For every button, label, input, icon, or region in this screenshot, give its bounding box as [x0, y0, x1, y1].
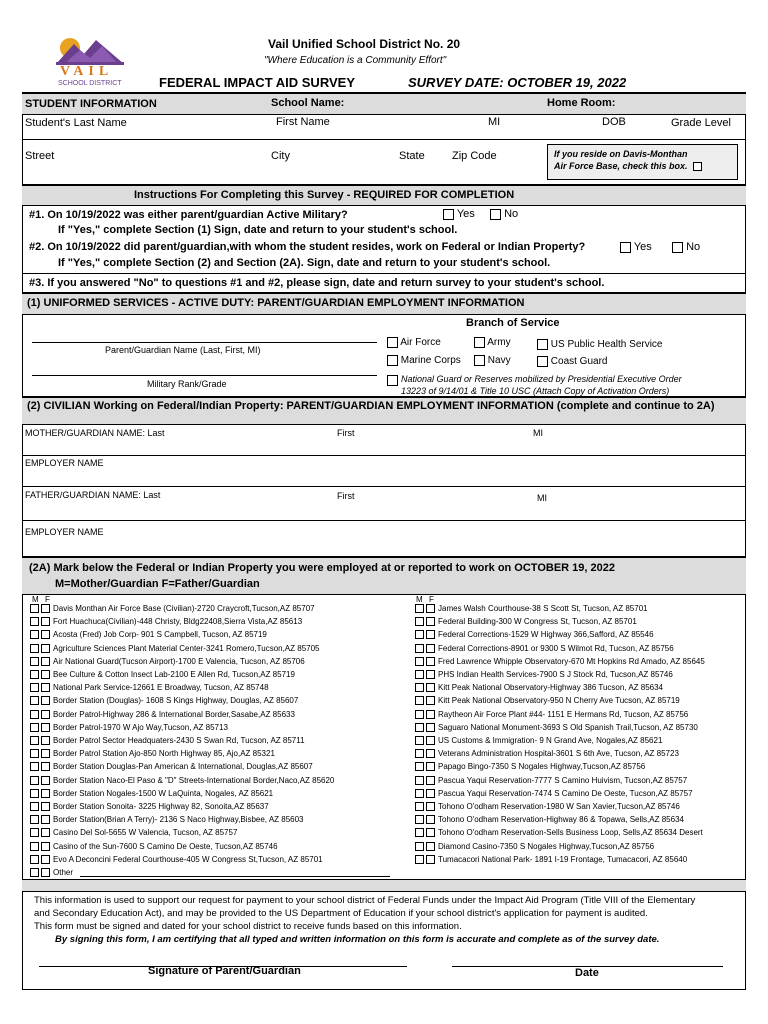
property-row [30, 842, 278, 851]
davis-monthan-line2: Air Force Base, check this box. [554, 161, 688, 171]
first-name-label: First Name [276, 116, 330, 128]
property-label: Evo A Deconcini Federal Courthouse-405 W Congress St,Tucson, AZ 85701 [53, 854, 323, 864]
mother-checkbox[interactable] [415, 683, 424, 692]
q2-no-label: No [686, 241, 701, 253]
property-label: Tohono O'odham Reservation-1980 W San Xavier,Tucson,AZ 85746 [438, 802, 680, 811]
army-option [474, 337, 511, 348]
property-row [415, 696, 680, 705]
q1-yes-label: Yes [456, 208, 475, 220]
mother-checkbox[interactable] [415, 630, 424, 639]
property-row [30, 723, 228, 732]
mother-checkbox[interactable] [30, 670, 39, 679]
national-guard-line1: National Guard or Reserves mobilized by Presidential Executive Order [401, 374, 682, 384]
state-label: State [399, 150, 425, 162]
other-line [80, 876, 390, 877]
mother-checkbox[interactable] [30, 762, 39, 771]
property-row [415, 657, 705, 666]
property-row [415, 710, 688, 719]
father-checkbox[interactable] [41, 617, 50, 626]
mi-label: MI [488, 116, 501, 128]
property-label: Bee Culture & Cotton Insect Lab-2100 E Allen Rd, Tucson,AZ 85719 [53, 670, 295, 679]
property-label: Pascua Yaqui Reservation-7777 S Camino Huivism, Tucson,AZ 85757 [438, 775, 688, 785]
marine-option [387, 355, 461, 366]
property-label: Fort Huachuca(Civilian)-448 Christy, Bldg22408,Sierra Vista,AZ 85613 [53, 617, 303, 627]
district-motto: "Where Education is a Community Effort" [264, 55, 447, 66]
q1-yes-option [443, 208, 475, 220]
father-checkbox[interactable] [41, 762, 50, 771]
father-first-label: First [337, 491, 355, 501]
district-name: Vail Unified School District No. 20 [268, 37, 461, 51]
property-row [30, 868, 73, 877]
mother-checkbox[interactable] [415, 842, 424, 851]
parent-name-line [32, 342, 377, 343]
property-label: Border Station Nogales-1500 W LaQuinta, Nogales, AZ 85621 [53, 788, 274, 798]
footer-paragraph-2: and Secondary Education Act), and may be provided to the US Department of Education if your school district's application for payment is audited. [34, 908, 648, 919]
property-row [415, 789, 693, 798]
signature-label: Signature of Parent/Guardian [148, 965, 301, 977]
usphs-option [537, 339, 663, 350]
navy-label: Navy [487, 355, 511, 367]
army-label: Army [487, 337, 511, 349]
instructions-title: Instructions For Completing this Survey - REQUIRED FOR COMPLETION [134, 189, 515, 201]
mother-checkbox[interactable] [30, 749, 39, 758]
father-checkbox[interactable] [426, 696, 435, 705]
mother-checkbox[interactable] [30, 868, 39, 877]
property-label: Tohono O'odham Reservation-Sells Business Loop, Sells,AZ 85634 Desert [438, 828, 703, 838]
father-checkbox[interactable] [41, 670, 50, 679]
mother-checkbox[interactable] [415, 789, 424, 798]
property-row [415, 683, 663, 692]
father-checkbox[interactable] [426, 749, 435, 758]
question-1-sub: If "Yes," complete Section (1) Sign, date and return to your student's school. [58, 224, 458, 236]
property-label: Pascua Yaqui Reservation-7474 S Camino De Oeste, Tucson,AZ 85757 [438, 788, 693, 798]
question-3: #3. If you answered "No" to questions #1 and #2, please sign, date and return survey to your student's school. [29, 277, 605, 289]
property-label: Saguaro National Monument-3693 S Old Spanish Trail,Tucson, AZ 85730 [438, 722, 698, 732]
mother-checkbox[interactable] [30, 710, 39, 719]
property-label: Border Station Douglas-Pan American & International, Douglas,AZ 85607 [53, 762, 313, 772]
mother-first-label: First [337, 428, 355, 438]
frame-bottom [22, 989, 746, 990]
father-mi-label: MI [537, 493, 547, 503]
mother-mi-label: MI [533, 428, 543, 438]
property-row [30, 828, 237, 837]
q1-no-checkbox[interactable] [490, 209, 501, 220]
property-label: Border Station Sonoita- 3225 Highway 82, Sonoita,AZ 85637 [53, 802, 269, 811]
mother-checkbox[interactable] [30, 644, 39, 653]
property-row [415, 776, 687, 785]
q1-no-label: No [504, 208, 519, 220]
property-row [30, 736, 305, 745]
mother-checkbox[interactable] [30, 842, 39, 851]
father-checkbox[interactable] [426, 617, 435, 626]
rank-label: Military Rank/Grade [147, 379, 227, 389]
army-checkbox[interactable] [474, 337, 485, 348]
city-label: City [271, 150, 290, 162]
property-row [30, 604, 315, 613]
father-checkbox[interactable] [426, 710, 435, 719]
father-checkbox[interactable] [41, 802, 50, 811]
property-label: Tumacacori National Park- 1891 I-19 Frontage, Tumacacori, AZ 85640 [438, 854, 688, 864]
mother-checkbox[interactable] [30, 617, 39, 626]
father-checkbox[interactable] [41, 604, 50, 613]
q2-yes-checkbox[interactable] [620, 242, 631, 253]
property-label: Raytheon Air Force Plant #44- 1151 E Hermans Rd, Tucson, AZ 85756 [438, 709, 689, 719]
mother-checkbox[interactable] [415, 815, 424, 824]
student-info-title: STUDENT INFORMATION [25, 98, 157, 110]
father-employer-label: EMPLOYER NAME [25, 527, 104, 537]
left-f-header: F [45, 595, 50, 604]
mother-checkbox[interactable] [415, 670, 424, 679]
property-label: National Park Service-12661 E Broadway, Tucson, AZ 85748 [53, 683, 269, 693]
property-label: Veterans Administration Hospital-3601 S 6th Ave, Tucson, AZ 85723 [438, 749, 679, 759]
property-row [30, 762, 313, 771]
property-row [30, 789, 273, 798]
right-f-header: F [429, 595, 434, 604]
mother-checkbox[interactable] [30, 683, 39, 692]
property-row [415, 762, 645, 771]
property-row [30, 617, 302, 626]
property-row [30, 802, 269, 811]
question-2-sub: If "Yes," complete Section (2) and Section (2A). Sign, date and return to your student's school. [58, 257, 551, 269]
section2a-title: (2A) Mark below the Federal or Indian Property you were employed at or reported to work on OCTOBER 19, 2022 [29, 562, 615, 574]
property-label: Federal Corrections-8901 or 9300 S Wilmot Rd, Tucson, AZ 85756 [438, 643, 674, 653]
property-row [30, 855, 323, 864]
davis-monthan-box [547, 144, 738, 180]
mother-checkbox[interactable] [415, 617, 424, 626]
mother-checkbox[interactable] [415, 855, 424, 864]
father-checkbox[interactable] [426, 762, 435, 771]
property-row [415, 815, 684, 824]
frame-left [22, 92, 23, 990]
district-logo [50, 34, 130, 90]
mother-checkbox[interactable] [415, 762, 424, 771]
property-row [415, 604, 648, 613]
property-label: Diamond Casino-7350 S Nogales Highway,Tucson,AZ 85756 [438, 841, 655, 851]
property-label: Kitt Peak National Observatory-950 N Cherry Ave Tucson, AZ 85719 [438, 696, 680, 706]
father-checkbox[interactable] [41, 842, 50, 851]
street-label: Street [25, 150, 55, 162]
property-row [415, 617, 637, 626]
property-row [415, 802, 680, 811]
father-checkbox[interactable] [426, 736, 435, 745]
dob-label: DOB [602, 116, 626, 128]
mother-checkbox[interactable] [415, 749, 424, 758]
mother-checkbox[interactable] [415, 776, 424, 785]
mother-checkbox[interactable] [30, 657, 39, 666]
property-row [415, 630, 654, 639]
mother-name-label: MOTHER/GUARDIAN NAME: Last [25, 428, 165, 438]
father-checkbox[interactable] [426, 855, 435, 864]
property-row [30, 630, 267, 639]
q2-yes-label: Yes [633, 241, 652, 253]
property-label: Papago Bingo-7350 S Nogales Highway,Tucson,AZ 85756 [438, 762, 646, 772]
mother-checkbox[interactable] [30, 776, 39, 785]
property-label: Border Station Naco-El Paso & "D" Streets-International Border,Naco,AZ 85620 [53, 775, 335, 785]
property-row [415, 723, 698, 732]
navy-checkbox[interactable] [474, 355, 485, 366]
father-checkbox[interactable] [426, 604, 435, 613]
father-checkbox[interactable] [426, 789, 435, 798]
father-checkbox[interactable] [426, 828, 435, 837]
property-label: Agriculture Sciences Plant Material Center-3241 Romero,Tucson,AZ 85705 [53, 643, 320, 653]
father-checkbox[interactable] [426, 802, 435, 811]
date-label: Date [575, 967, 599, 979]
father-checkbox[interactable] [41, 776, 50, 785]
father-checkbox[interactable] [41, 815, 50, 824]
father-checkbox[interactable] [426, 657, 435, 666]
property-row [415, 842, 654, 851]
mother-checkbox[interactable] [30, 855, 39, 864]
zip-label: Zip Code [452, 150, 497, 162]
mother-checkbox[interactable] [30, 736, 39, 745]
mother-checkbox[interactable] [415, 710, 424, 719]
question-1: #1. On 10/19/2022 was either parent/guardian Active Military? [29, 209, 348, 221]
section2a-bottom-band [22, 879, 746, 891]
father-checkbox[interactable] [41, 736, 50, 745]
property-label: Kitt Peak National Observatory-Highway 386 Tucson, AZ 85634 [438, 683, 664, 693]
grade-level-label: Grade Level [671, 117, 731, 129]
survey-title: FEDERAL IMPACT AID SURVEY [159, 75, 355, 90]
branch-of-service-label: Branch of Service [466, 317, 560, 329]
home-room-label: Home Room: [547, 97, 616, 109]
property-row [30, 710, 295, 719]
mother-checkbox[interactable] [30, 815, 39, 824]
property-label: Casino of the Sun-7600 S Camino De Oeste, Tucson,AZ 85746 [53, 841, 278, 851]
father-checkbox[interactable] [41, 723, 50, 732]
property-label: Border Station (Douglas)- 1608 S Kings Highway, Douglas, AZ 85607 [53, 696, 299, 706]
mother-checkbox[interactable] [415, 696, 424, 705]
father-checkbox[interactable] [41, 710, 50, 719]
property-row [30, 815, 304, 824]
property-label: Border Station(Brian A Terry)- 2136 S Naco Highway,Bisbee, AZ 85603 [53, 815, 304, 825]
property-row [415, 749, 679, 758]
property-label: PHS Indian Health Services-7900 S J Stock Rd, Tucson,AZ 85746 [438, 670, 673, 679]
father-checkbox[interactable] [41, 855, 50, 864]
mother-checkbox[interactable] [415, 802, 424, 811]
air-force-checkbox[interactable] [387, 337, 398, 348]
father-checkbox[interactable] [426, 683, 435, 692]
property-row [415, 670, 673, 679]
q1-yes-checkbox[interactable] [443, 209, 454, 220]
section2-title: (2) CIVILIAN Working on Federal/Indian Property: PARENT/GUARDIAN EMPLOYMENT INFORMATION (complete and continue to 2A) [27, 400, 715, 412]
mother-checkbox[interactable] [415, 828, 424, 837]
frame-right [745, 92, 746, 990]
logo-word: VAIL [60, 64, 114, 79]
mother-checkbox[interactable] [415, 604, 424, 613]
property-row [415, 736, 662, 745]
property-label: Davis Monthan Air Force Base (Civilian)-2720 Craycroft,Tucson,AZ 85707 [53, 604, 315, 613]
air-force-option [387, 337, 441, 348]
national-guard-line2: 13223 of 9/14/01 & Title 10 USC (Attach Copy of Activation Orders) [401, 386, 670, 396]
property-row [30, 776, 334, 785]
property-label: Border Patrol Sector Headquaters-2430 S Swan Rd, Tucson, AZ 85711 [53, 736, 305, 745]
property-row [30, 670, 295, 679]
air-force-label: Air Force [400, 337, 441, 349]
father-checkbox[interactable] [41, 828, 50, 837]
father-checkbox[interactable] [41, 657, 50, 666]
student-last-name-label: Student's Last Name [25, 117, 127, 129]
property-label: Border Patrol Station Ajo-850 North Highway 85, Ajo,AZ 85321 [53, 749, 275, 759]
section2a-subtitle: M=Mother/Guardian F=Father/Guardian [55, 578, 260, 590]
property-label: Tohono O'odham Reservation-Highway 86 & Topawa, Sells,AZ 85634 [438, 815, 684, 825]
father-checkbox[interactable] [41, 696, 50, 705]
mother-checkbox[interactable] [30, 802, 39, 811]
property-label: Fred Lawrence Whipple Observatory-670 Mt Hopkins Rd Amado, AZ 85645 [438, 656, 705, 666]
property-row [30, 657, 305, 666]
coast-guard-option [537, 356, 607, 367]
mother-checkbox[interactable] [30, 630, 39, 639]
q2-no-option [672, 241, 700, 253]
footer-paragraph-1: This information is used to support our request for payment to your school district of Federal Funds under the Impact Aid Program (Title VIII of the Elementary [34, 895, 696, 906]
mother-checkbox[interactable] [415, 723, 424, 732]
footer-paragraph-3: This form must be signed and dated for your school district to receive funds based on this information. [34, 921, 462, 932]
mother-checkbox[interactable] [30, 828, 39, 837]
navy-option [474, 355, 511, 366]
property-row [30, 696, 298, 705]
property-label: Federal Building-300 W Congress St, Tucson, AZ 85701 [438, 617, 637, 627]
q2-no-checkbox[interactable] [672, 242, 683, 253]
national-guard-checkbox[interactable] [387, 375, 398, 386]
property-label: James Walsh Courthouse-38 S Scott St, Tucson, AZ 85701 [438, 604, 648, 613]
property-label: Border Patrol-Highway 286 & International Border,Sasabe,AZ 85633 [53, 709, 295, 719]
usphs-label: US Public Health Service [550, 339, 663, 351]
q2-yes-option [620, 241, 652, 253]
property-label: Other [53, 868, 74, 877]
marine-checkbox[interactable] [387, 355, 398, 366]
property-label: Casino Del Sol-5655 W Valencia, Tucson, AZ 85757 [53, 828, 238, 838]
parent-name-label: Parent/Guardian Name (Last, First, MI) [105, 345, 261, 355]
father-checkbox[interactable] [41, 683, 50, 692]
father-checkbox[interactable] [41, 868, 50, 877]
father-checkbox[interactable] [41, 630, 50, 639]
q1-no-option [490, 208, 518, 220]
mother-employer-label: EMPLOYER NAME [25, 458, 104, 468]
property-row [30, 749, 275, 758]
father-checkbox[interactable] [426, 842, 435, 851]
section1-title: (1) UNIFORMED SERVICES - ACTIVE DUTY: PARENT/GUARDIAN EMPLOYMENT INFORMATION [27, 297, 525, 309]
property-row [30, 683, 269, 692]
father-checkbox[interactable] [41, 644, 50, 653]
mother-checkbox[interactable] [30, 604, 39, 613]
property-label: Air National Guard(Tucson Airport)-1700 E Valencia, Tucson, AZ 85706 [53, 656, 305, 666]
mother-checkbox[interactable] [30, 723, 39, 732]
right-m-header: M [416, 595, 423, 604]
father-checkbox[interactable] [41, 749, 50, 758]
left-m-header: M [32, 595, 39, 604]
property-label: Border Patrol-1970 W Ajo Way,Tucson, AZ 85713 [53, 722, 228, 732]
marine-label: Marine Corps [400, 355, 461, 367]
rank-line [32, 375, 377, 376]
father-checkbox[interactable] [426, 630, 435, 639]
property-row [30, 644, 320, 653]
footer-certification: By signing this form, I am certifying that all typed and written information on this form is accurate and complete as of the survey date. [55, 934, 660, 945]
property-row [415, 855, 687, 864]
father-checkbox[interactable] [426, 644, 435, 653]
father-checkbox[interactable] [426, 670, 435, 679]
davis-monthan-line1: If you reside on Davis-Monthan [554, 149, 688, 159]
mother-checkbox[interactable] [30, 696, 39, 705]
property-label: Federal Corrections-1529 W Highway 366,Safford, AZ 85546 [438, 630, 654, 640]
mother-checkbox[interactable] [415, 644, 424, 653]
question-2: #2. On 10/19/2022 did parent/guardian,with whom the student resides, work on Federal or Indian Property? [29, 241, 586, 253]
property-row [415, 644, 674, 653]
father-checkbox[interactable] [426, 776, 435, 785]
father-checkbox[interactable] [426, 815, 435, 824]
school-name-label: School Name: [271, 97, 345, 109]
father-checkbox[interactable] [426, 723, 435, 732]
logo-subtitle: SCHOOL DISTRICT [58, 80, 122, 87]
property-label: US Customs & Immigration- 9 N Grand Ave, Nogales,AZ 85621 [438, 736, 663, 745]
davis-monthan-checkbox[interactable] [693, 162, 702, 171]
national-guard-option [387, 373, 682, 397]
coast-guard-label: Coast Guard [550, 356, 608, 368]
property-row [415, 828, 703, 837]
mother-checkbox[interactable] [415, 657, 424, 666]
coast-guard-checkbox[interactable] [537, 356, 548, 367]
mother-checkbox[interactable] [415, 736, 424, 745]
survey-date: SURVEY DATE: OCTOBER 19, 2022 [408, 75, 627, 90]
usphs-checkbox[interactable] [537, 339, 548, 350]
mother-checkbox[interactable] [30, 789, 39, 798]
father-checkbox[interactable] [41, 789, 50, 798]
father-name-label: FATHER/GUARDIAN NAME: Last [25, 490, 161, 500]
property-label: Acosta (Fred) Job Corp- 901 S Campbell, Tucson, AZ 85719 [53, 630, 267, 640]
